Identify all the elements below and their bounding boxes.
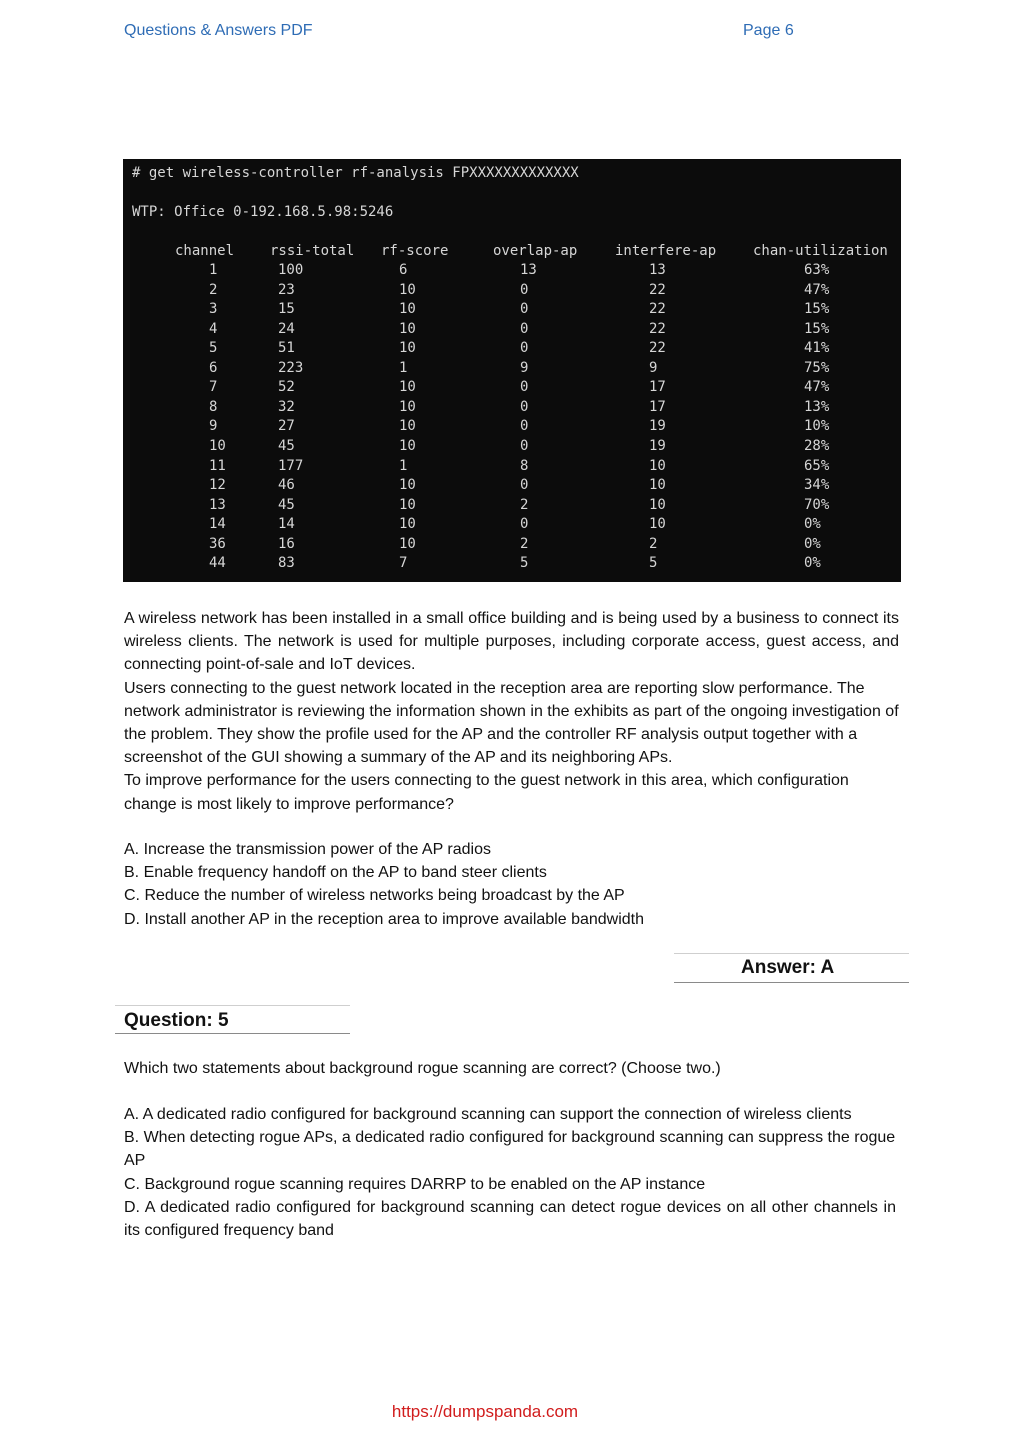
- exhibit-cell: 32: [278, 398, 295, 415]
- exhibit-cell: 22: [649, 301, 666, 318]
- exhibit-cell: 5: [520, 555, 529, 572]
- page-number: Page 6: [743, 22, 794, 39]
- exhibit-cell: 10: [399, 437, 416, 454]
- exhibit-cell: 10: [399, 418, 416, 435]
- exhibit-cell: 10: [399, 516, 416, 533]
- exhibit-table-row: [123, 438, 901, 457]
- exhibit-cell: 2: [209, 281, 218, 298]
- exhibit-cell: 41%: [804, 340, 830, 357]
- exhibit-cell: 9: [520, 359, 529, 376]
- exhibit-cell: 8: [209, 398, 218, 415]
- exhibit-cell: 10: [649, 457, 666, 474]
- exhibit-cell: 22: [649, 281, 666, 298]
- exhibit-cell: 0: [520, 516, 529, 533]
- question-4-option-d: D. Install another AP in the reception area to improve available bandwidth: [124, 910, 645, 928]
- exhibit-wtp: WTP: Office 0-192.168.5.98:5246: [132, 204, 394, 220]
- exhibit-column-header: interfere-ap: [615, 243, 717, 259]
- exhibit-cell: 12: [209, 477, 226, 494]
- exhibit-cell: 22: [649, 320, 666, 337]
- exhibit-command: # get wireless-controller rf-analysis FPXXXXXXXXXXXXX: [132, 165, 579, 181]
- footer-link[interactable]: [0, 1402, 970, 1422]
- exhibit-cell: 0%: [804, 555, 821, 572]
- header-title: Questions & Answers PDF: [124, 22, 313, 39]
- exhibit-table-row: [123, 301, 901, 320]
- exhibit-cell: 7: [399, 555, 408, 572]
- exhibit-cell: 5: [649, 555, 658, 572]
- question-4-option-c: C. Reduce the number of wireless networks being broadcast by the AP: [124, 887, 625, 905]
- exhibit-column-header: rf-score: [381, 243, 449, 259]
- exhibit-cell: 0: [520, 477, 529, 494]
- question-5-option-b: B. When detecting rogue APs, a dedicated radio configured for background scanning can suppress the rogue AP: [124, 1129, 896, 1170]
- exhibit-cell: 1: [399, 457, 408, 474]
- question-5-heading-box: [115, 1005, 350, 1034]
- exhibit-table-row: [123, 516, 901, 535]
- exhibit-cell: 0: [520, 340, 529, 357]
- exhibit-column-header: overlap-ap: [493, 243, 578, 259]
- exhibit-cell: 0: [520, 398, 529, 415]
- question-5-prompt: Which two statements about background rogue scanning are correct? (Choose two.): [124, 1060, 721, 1077]
- exhibit-table-row: [123, 555, 901, 574]
- question-5-option-a: A. A dedicated radio configured for background scanning can support the connection of wireless clients: [124, 1106, 852, 1123]
- question-4-options: [124, 838, 899, 931]
- question-5-option-d: D. A dedicated radio configured for background scanning can detect rogue devices on all other channels in its configured frequency band: [124, 1198, 896, 1240]
- exhibit-cell: 10: [399, 340, 416, 357]
- exhibit-table-row: [123, 536, 901, 555]
- question-4-body: [124, 607, 899, 816]
- exhibit-cell: 44: [209, 555, 226, 572]
- exhibit-cell: 28%: [804, 437, 830, 454]
- exhibit-cell: 10: [399, 496, 416, 513]
- exhibit-cell: 19: [649, 437, 666, 454]
- exhibit-cell: 19: [649, 418, 666, 435]
- exhibit-cell: 10: [399, 281, 416, 298]
- exhibit-cell: 10%: [804, 418, 830, 435]
- exhibit-cell: 10: [399, 320, 416, 337]
- exhibit-cell: 83: [278, 555, 295, 572]
- exhibit-cell: 63%: [804, 262, 830, 278]
- exhibit-cell: 34%: [804, 477, 830, 494]
- exhibit-cell: 10: [399, 477, 416, 494]
- exhibit-table-row: [123, 379, 901, 398]
- question-5-option-c: C. Background rogue scanning requires DARRP to be enabled on the AP instance: [124, 1175, 706, 1193]
- exhibit-cell: 16: [278, 535, 295, 552]
- exhibit-cell: 15: [278, 301, 295, 318]
- exhibit-cell: 45: [278, 437, 295, 454]
- exhibit-cell: 13: [649, 262, 666, 278]
- exhibit-cell: 13: [209, 496, 226, 513]
- exhibit-cell: 4: [209, 320, 218, 337]
- exhibit-table-row: [123, 360, 901, 379]
- exhibit-cell: 9: [209, 418, 218, 435]
- exhibit-cell: 27: [278, 418, 295, 435]
- exhibit-cell: 223: [278, 359, 304, 376]
- exhibit-cell: 0: [520, 379, 529, 396]
- exhibit-cell: 3: [209, 301, 218, 318]
- exhibit-table-row: [123, 340, 901, 359]
- exhibit-cell: 0%: [804, 516, 821, 533]
- exhibit-cell: 9: [649, 359, 658, 376]
- exhibit-cell: 2: [649, 535, 658, 552]
- exhibit-cell: 0: [520, 301, 529, 318]
- exhibit-cell: 0: [520, 418, 529, 435]
- exhibit-cell: 47%: [804, 379, 830, 396]
- exhibit-table-row: [123, 282, 901, 301]
- footer-url[interactable]: https://dumpspanda.com: [391, 1402, 579, 1421]
- exhibit-cell: 23: [278, 281, 295, 298]
- exhibit-cell: 5: [209, 340, 218, 357]
- answer-label: Answer: A: [741, 957, 835, 978]
- exhibit-cell: 15%: [804, 301, 830, 318]
- exhibit-cell: 13%: [804, 398, 830, 415]
- exhibit-table-row: [123, 458, 901, 477]
- question-4-option-a: A. Increase the transmission power of the AP radios: [124, 841, 492, 858]
- exhibit-cell: 7: [209, 379, 218, 396]
- question-5-heading: Question: 5: [124, 1010, 229, 1031]
- exhibit-table-row: [123, 497, 901, 516]
- exhibit-column-header: rssi-total: [270, 243, 355, 259]
- exhibit-cell: 177: [278, 457, 304, 474]
- exhibit-cell: 10: [399, 301, 416, 318]
- exhibit-cell: 10: [399, 398, 416, 415]
- exhibit-cell: 0: [520, 437, 529, 454]
- exhibit-cell: 65%: [804, 457, 830, 474]
- exhibit-table-row: [123, 418, 901, 437]
- exhibit-table-row: [123, 321, 901, 340]
- exhibit-cell: 0%: [804, 535, 821, 552]
- exhibit-cell: 46: [278, 477, 295, 494]
- question-5-options: [124, 1103, 896, 1242]
- exhibit-table-row: [123, 262, 901, 281]
- exhibit-cell: 17: [649, 398, 666, 415]
- exhibit-cell: 14: [278, 516, 295, 533]
- exhibit-cell: 10: [649, 477, 666, 494]
- exhibit-cell: 15%: [804, 320, 830, 337]
- exhibit-cell: 10: [649, 516, 666, 533]
- question-4-option-b: B. Enable frequency handoff on the AP to band steer clients: [124, 864, 547, 882]
- exhibit-cell: 10: [399, 379, 416, 396]
- exhibit-cell: 10: [399, 535, 416, 552]
- exhibit-cell: 17: [649, 379, 666, 396]
- exhibit-cell: 75%: [804, 359, 830, 376]
- exhibit-table-row: [123, 477, 901, 496]
- rf-analysis-exhibit: [123, 159, 901, 582]
- question-4-para-1: A wireless network has been installed in a small office building and is being used by a business to connect its wireless clients. The network is used for multiple purposes, including corporate access, guest access, and connecting point-of-sale and IoT devices.: [124, 610, 899, 674]
- exhibit-cell: 11: [209, 457, 226, 474]
- exhibit-table-row: [123, 399, 901, 418]
- exhibit-cell: 51: [278, 340, 295, 357]
- exhibit-cell: 22: [649, 340, 666, 357]
- exhibit-cell: 47%: [804, 281, 830, 298]
- exhibit-cell: 0: [520, 320, 529, 337]
- exhibit-cell: 10: [209, 437, 226, 454]
- exhibit-cell: 24: [278, 320, 295, 337]
- exhibit-cell: 52: [278, 379, 295, 396]
- exhibit-cell: 1: [209, 262, 218, 278]
- exhibit-cell: 0: [520, 281, 529, 298]
- exhibit-cell: 45: [278, 496, 295, 513]
- exhibit-cell: 1: [399, 359, 408, 376]
- exhibit-cell: 36: [209, 535, 226, 552]
- exhibit-cell: 70%: [804, 496, 830, 513]
- exhibit-cell: 13: [520, 262, 537, 278]
- exhibit-cell: 2: [520, 535, 529, 552]
- exhibit-cell: 2: [520, 496, 529, 513]
- question-4-para-3: To improve performance for the users connecting to the guest network in this area, which configuration change is most likely to improve performance?: [124, 772, 849, 813]
- exhibit-cell: 8: [520, 457, 529, 474]
- exhibit-cell: 14: [209, 516, 226, 533]
- exhibit-cell: 6: [209, 359, 218, 376]
- exhibit-cell: 10: [649, 496, 666, 513]
- exhibit-cell: 6: [399, 262, 408, 278]
- exhibit-column-header: chan-utilization: [753, 243, 888, 259]
- exhibit-column-header: channel: [175, 243, 235, 259]
- exhibit-cell: 100: [278, 262, 304, 278]
- question-4-para-2: Users connecting to the guest network located in the reception area are reporting slow performance. The network administrator is reviewing the information shown in the exhibits as part of the ongoing investigation of the problem. They show the profile used for the AP and the controller RF analysis output together with a screenshot of the GUI showing a summary of the AP and its neighboring APs.: [124, 679, 899, 767]
- answer-box: [674, 953, 909, 983]
